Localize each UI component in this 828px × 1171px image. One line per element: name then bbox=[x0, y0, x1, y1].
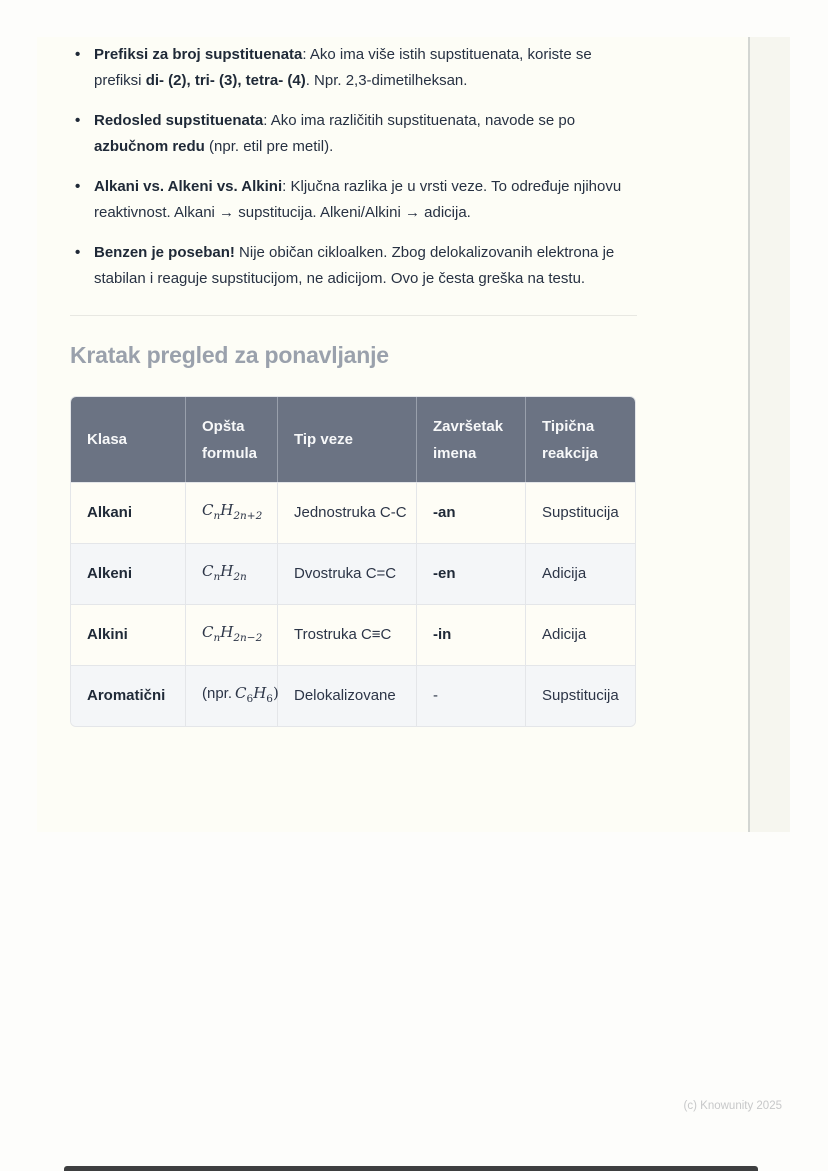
cell-klasa: Aromatični bbox=[71, 665, 185, 726]
formula-subscript: 2n+2 bbox=[233, 510, 263, 522]
table-row bbox=[71, 482, 635, 543]
bullet-icon: • bbox=[75, 178, 81, 195]
formula-subscript: 6 bbox=[266, 693, 273, 705]
cell-klasa: Alkeni bbox=[71, 543, 185, 604]
cell-zavrsetak: -in bbox=[416, 604, 525, 665]
copyright-footer: (c) Knowunity 2025 bbox=[683, 1100, 782, 1112]
note-bold-text: di- (2), tri- (3), tetra- (4) bbox=[145, 72, 306, 89]
formula-subscript: n bbox=[213, 571, 221, 583]
list-item bbox=[70, 108, 637, 160]
formula-subscript: 2n bbox=[233, 571, 247, 583]
note-text: . Npr. 2,3-dimetilheksan. bbox=[305, 72, 468, 89]
note-text: : Ako ima različitih supstituenata, navode se po bbox=[263, 112, 576, 129]
summary-table bbox=[70, 396, 636, 727]
cell-tip-veze: Trostruka C≡C bbox=[277, 604, 416, 665]
bullet-icon: • bbox=[75, 112, 81, 129]
note-bold-text: Prefiksi za broj supstituenata bbox=[94, 46, 303, 63]
table-row bbox=[71, 604, 635, 665]
table-row bbox=[71, 665, 635, 726]
note-bold-text: azbučnom redu bbox=[94, 138, 205, 155]
formula-symbol: H bbox=[220, 623, 234, 641]
formula-suffix: ) bbox=[272, 684, 279, 702]
cell-zavrsetak: -an bbox=[416, 482, 525, 543]
column-header-tip-veze: Tip veze bbox=[277, 397, 416, 482]
formula-subscript: 2n−2 bbox=[233, 632, 263, 644]
table-row bbox=[71, 543, 635, 604]
list-item bbox=[70, 240, 637, 292]
cell-reakcija: Supstitucija bbox=[525, 482, 635, 543]
column-header-zavrsetak-imena: Završetak imena bbox=[416, 397, 525, 482]
cell-formula bbox=[185, 665, 277, 726]
formula-symbol: C bbox=[235, 684, 247, 702]
formula-symbol: H bbox=[220, 501, 234, 519]
column-header-klasa: Klasa bbox=[71, 397, 185, 482]
note-text: : Ako ima više istih supstituenata, koriste se prefiksi bbox=[94, 46, 592, 89]
formula-symbol: C bbox=[202, 623, 214, 641]
table-header-row bbox=[71, 397, 635, 482]
document-page bbox=[37, 37, 790, 832]
cell-reakcija: Adicija bbox=[525, 604, 635, 665]
cell-klasa: Alkini bbox=[71, 604, 185, 665]
formula-symbol: C bbox=[202, 501, 214, 519]
column-header-opsta-formula: Opšta formula bbox=[185, 397, 277, 482]
formula-symbol: C bbox=[202, 562, 214, 580]
note-bold-text: Redosled supstituenata bbox=[94, 112, 264, 129]
formula-subscript: 6 bbox=[246, 693, 254, 705]
page-edge-strip bbox=[750, 37, 790, 832]
formula-subscript: n bbox=[213, 510, 221, 522]
formula-symbol: H bbox=[253, 684, 267, 702]
bullet-icon: • bbox=[75, 244, 81, 261]
formula-symbol: H bbox=[220, 562, 234, 580]
horizontal-scrollbar-thumb[interactable] bbox=[64, 1166, 758, 1171]
note-bold-text: Benzen je poseban! bbox=[94, 244, 235, 261]
cell-tip-veze: Delokalizovane bbox=[277, 665, 416, 726]
cell-formula bbox=[185, 543, 277, 604]
section-title: Kratak pregled za ponavljanje bbox=[70, 342, 389, 368]
page-edge-line bbox=[748, 37, 750, 832]
list-item bbox=[70, 174, 637, 226]
section-divider bbox=[70, 315, 637, 316]
cell-zavrsetak: -en bbox=[416, 543, 525, 604]
cell-zavrsetak: - bbox=[416, 665, 525, 726]
notes-list bbox=[70, 42, 637, 292]
cell-formula bbox=[185, 604, 277, 665]
cell-reakcija: Supstitucija bbox=[525, 665, 635, 726]
cell-tip-veze: Jednostruka C-C bbox=[277, 482, 416, 543]
note-text: Nije običan cikloalken. Zbog delokalizovanih elektrona je stabilan i reaguje supstitucijom, ne adicijom. Ovo je česta greška na testu. bbox=[94, 244, 615, 287]
cell-reakcija: Adicija bbox=[525, 543, 635, 604]
note-text: : Ključna razlika je u vrsti veze. To određuje njihovu reaktivnost. Alkani → supstitucija. Alkeni/Alkini → adicija. bbox=[94, 178, 622, 221]
note-bold-text: Alkani vs. Alkeni vs. Alkini bbox=[94, 178, 283, 195]
formula-prefix: (npr. bbox=[202, 685, 233, 702]
column-header-tipicna-reakcija: Tipična reakcija bbox=[525, 397, 635, 482]
list-item bbox=[70, 42, 637, 94]
cell-tip-veze: Dvostruka C=C bbox=[277, 543, 416, 604]
cell-klasa: Alkani bbox=[71, 482, 185, 543]
note-text: (npr. etil pre metil). bbox=[204, 138, 334, 155]
page-content bbox=[70, 42, 637, 727]
formula-subscript: n bbox=[213, 632, 221, 644]
bullet-icon: • bbox=[75, 46, 81, 63]
cell-formula bbox=[185, 482, 277, 543]
